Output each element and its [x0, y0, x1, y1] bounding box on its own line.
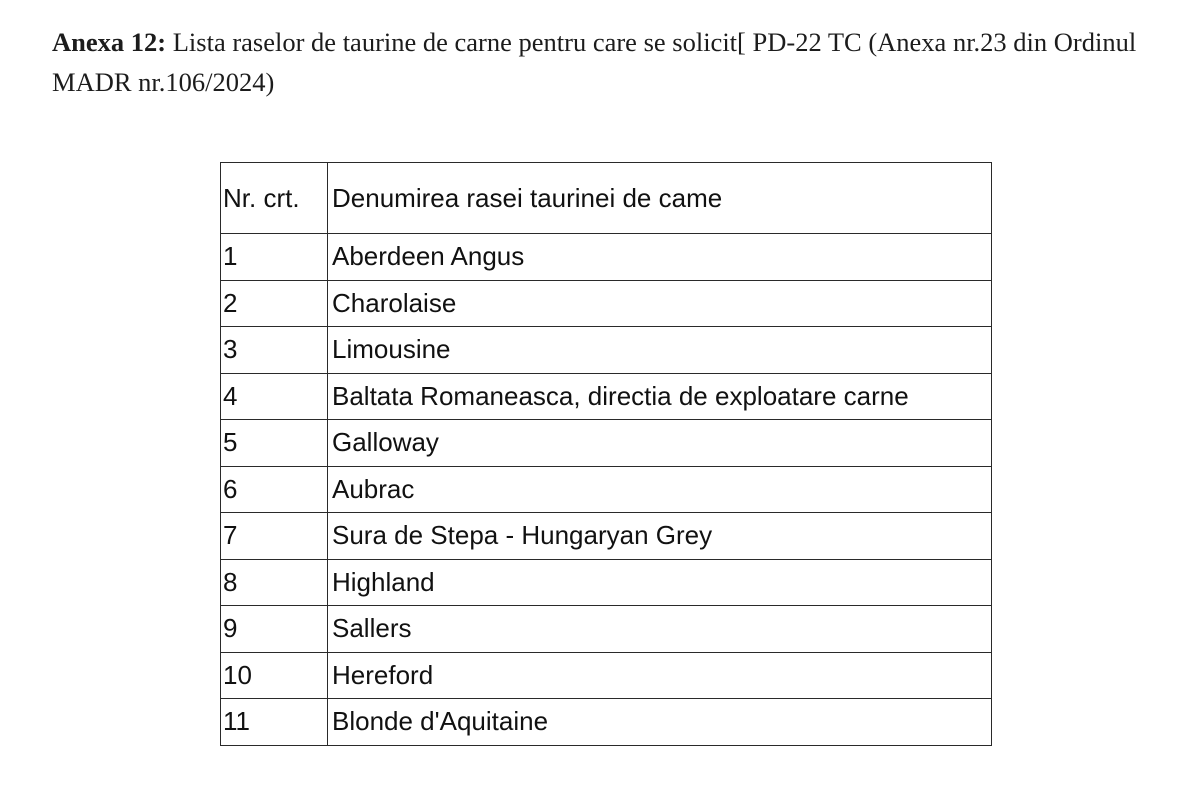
breed-name: Limousine — [328, 327, 992, 374]
column-header-breed-name: Denumirea rasei taurinei de came — [328, 163, 992, 234]
table-row — [221, 699, 992, 746]
row-number: 4 — [221, 373, 328, 420]
annex-label: Anexa 12: — [52, 27, 167, 57]
breed-name: Charolaise — [328, 280, 992, 327]
column-header-nr: Nr. crt. — [221, 163, 328, 234]
table-row — [221, 420, 992, 467]
breed-name: Sura de Stepa - Hungaryan Grey — [328, 513, 992, 560]
table-row — [221, 606, 992, 653]
breed-name: Aubrac — [328, 466, 992, 513]
row-number: 8 — [221, 559, 328, 606]
breed-name: Galloway — [328, 420, 992, 467]
table-row — [221, 652, 992, 699]
table-row — [221, 234, 992, 281]
breed-name: Aberdeen Angus — [328, 234, 992, 281]
breeds-table — [220, 162, 992, 746]
row-number: 5 — [221, 420, 328, 467]
table-row — [221, 280, 992, 327]
table-row — [221, 373, 992, 420]
table-row — [221, 466, 992, 513]
row-number: 3 — [221, 327, 328, 374]
breed-name: Hereford — [328, 652, 992, 699]
table-row — [221, 327, 992, 374]
row-number: 1 — [221, 234, 328, 281]
row-number: 11 — [221, 699, 328, 746]
breed-name: Sallers — [328, 606, 992, 653]
table-row — [221, 513, 992, 560]
row-number: 10 — [221, 652, 328, 699]
table-row — [221, 559, 992, 606]
row-number: 2 — [221, 280, 328, 327]
row-number: 9 — [221, 606, 328, 653]
breed-name: Blonde d'Aquitaine — [328, 699, 992, 746]
table-header-row — [221, 163, 992, 234]
annex-title: Lista raselor de taurine de carne pentru care se solicit[ PD-22 TC (Anexa nr.23 din Ordinul MADR nr.106/2024) — [52, 27, 1137, 97]
breed-name: Highland — [328, 559, 992, 606]
document-heading — [52, 22, 1162, 102]
breed-name: Baltata Romaneasca, directia de exploatare carne — [328, 373, 992, 420]
row-number: 7 — [221, 513, 328, 560]
row-number: 6 — [221, 466, 328, 513]
